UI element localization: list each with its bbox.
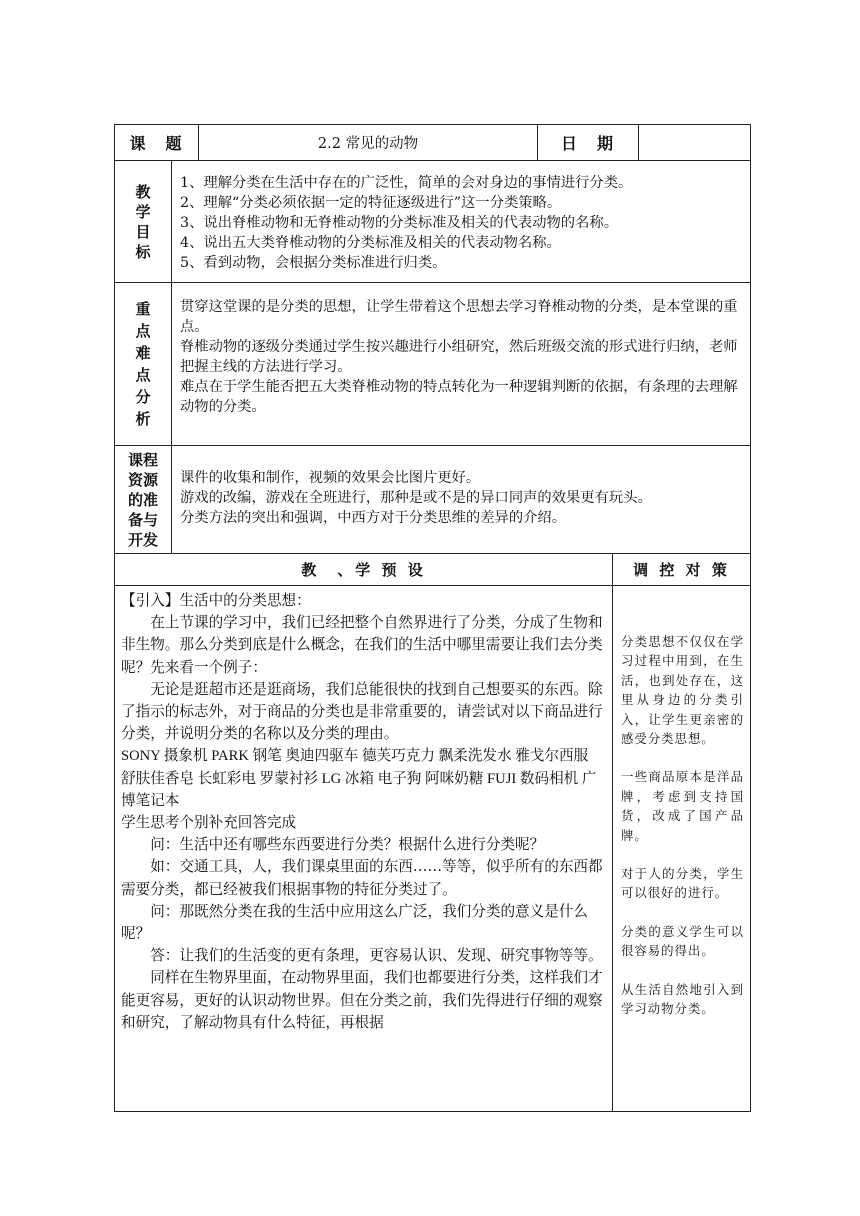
resources-paragraph: 分类方法的突出和强调，中西方对于分类思维的差异的介绍。	[180, 510, 567, 526]
question: 问：那既然分类在我的生活中应用这么广泛，我们分类的意义是什么呢？	[121, 902, 589, 943]
strategy-header: 调 控 对 策	[613, 554, 751, 586]
plan-paragraph: 无论是逛超市还是逛商场，我们总能很快的找到自己想要买的东西。除了指示的标志外，对于商品的分类也是非常重要的，请尝试对以下商品进行分类，并说明分类的名称以及分类的理由。	[121, 680, 603, 743]
plan-header: 教 、学 预 设	[115, 554, 613, 586]
resources-label: 课程 资源 的准 备与 开发	[115, 446, 172, 554]
analysis-content	[172, 283, 751, 446]
plan-content	[115, 586, 613, 1112]
plan-paragraph: 同样在生物界里面，在动物界里面，我们也都要进行分类，这样我们才能更容易，更好的认识动物世界。但在分类之前，我们先得进行仔细的观察和研究，了解动物具有什么特征，再根据	[121, 969, 603, 1031]
objective-item: 2、理解“分类必须依据一定的特征逐级进行”这一分类策略。	[180, 195, 562, 211]
plan-paragraph: 学生思考个别补充回答完成	[121, 814, 297, 832]
date-value	[639, 125, 751, 161]
analysis-label: 重 点 难 点 分 析	[115, 283, 172, 446]
strategy-note: 分类的意义学生可以很容易的得出。	[621, 923, 744, 959]
strategy-note: 分类思想不仅仅在学习过程中用到，在生活，也到处存在，这里从身边的分类引入，让学生更亲密的感受分类思想。	[621, 634, 744, 747]
intro-heading: 【引入】生活中的分类思想：	[121, 592, 311, 609]
objective-item: 3、说出脊椎动物和无脊椎动物的分类标准及相关的代表动物的名称。	[180, 215, 618, 231]
objectives-content	[172, 161, 751, 283]
objective-item: 4、说出五大类脊椎动物的分类标准及相关的代表动物名称。	[180, 235, 561, 251]
analysis-paragraph: 难点在于学生能否把五大类脊椎动物的特点转化为一种逻辑判断的依据，有条理的去理解动物的分类。	[180, 379, 738, 415]
strategy-note: 从生活自然地引入到学习动物分类。	[621, 981, 744, 1017]
objective-item: 1、理解分类在生活中存在的广泛性，简单的会对身边的事情进行分类。	[180, 175, 633, 191]
lesson-info-table	[114, 124, 751, 554]
strategy-content	[613, 586, 751, 1112]
plan-paragraph: 在上节课的学习中，我们已经把整个自然界进行了分类，分成了生物和非生物。那么分类到底是什么概念，在我们的生活中哪里需要让我们去分类呢？先来看一个例子：	[121, 614, 603, 676]
teaching-plan-table	[114, 553, 751, 1112]
strategy-note: 对于人的分类，学生可以很好的进行。	[621, 866, 744, 901]
strategy-note: 一些商品原本是洋品牌，考虑到支持国货，改成了国产品牌。	[621, 769, 744, 843]
resources-paragraph: 课件的收集和制作，视频的效果会比图片更好。	[180, 470, 481, 486]
answer: 答：让我们的生活变的更有条理，更容易认识、发现、研究事物等等。	[150, 947, 603, 965]
date-label: 日 期	[538, 125, 639, 161]
analysis-paragraph: 脊椎动物的逐级分类通过学生按兴趣进行小组研究，然后班级交流的形式进行归纳，老师把握主线的方法进行学习。	[180, 339, 738, 375]
topic-label: 课 题	[115, 125, 199, 161]
lesson-plan-document	[114, 124, 750, 1112]
analysis-paragraph: 贯穿这堂课的是分类的思想，让学生带着这个思想去学习脊椎动物的分类，是本堂课的重点。	[180, 299, 738, 335]
product-list: SONY 摄象机 PARK 钢笔 奥迪四驱车 德芙巧克力 飘柔洗发水 雅戈尔西服 舒肤佳香皂 长虹彩电 罗蒙衬衫 LG 冰箱 电子狗 阿咪奶糖 FUJI 数码相机 广博笔记本	[121, 748, 597, 809]
objective-item: 5、看到动物，会根据分类标准进行归类。	[180, 255, 447, 271]
plan-paragraph: 如：交通工具，人，我们课桌里面的东西……等等，似乎所有的东西都需要分类，都已经被我们根据事物的特征分类过了。	[121, 858, 603, 898]
topic-value: 2.2 常见的动物	[199, 125, 538, 161]
resources-content	[172, 446, 751, 554]
resources-paragraph: 游戏的改编，游戏在全班进行，那种是或不是的异口同声的效果更有玩头。	[180, 490, 652, 506]
objectives-label: 教 学 目 标	[115, 161, 172, 283]
question: 问：生活中还有哪些东西要进行分类？根据什么进行分类呢？	[150, 836, 545, 854]
